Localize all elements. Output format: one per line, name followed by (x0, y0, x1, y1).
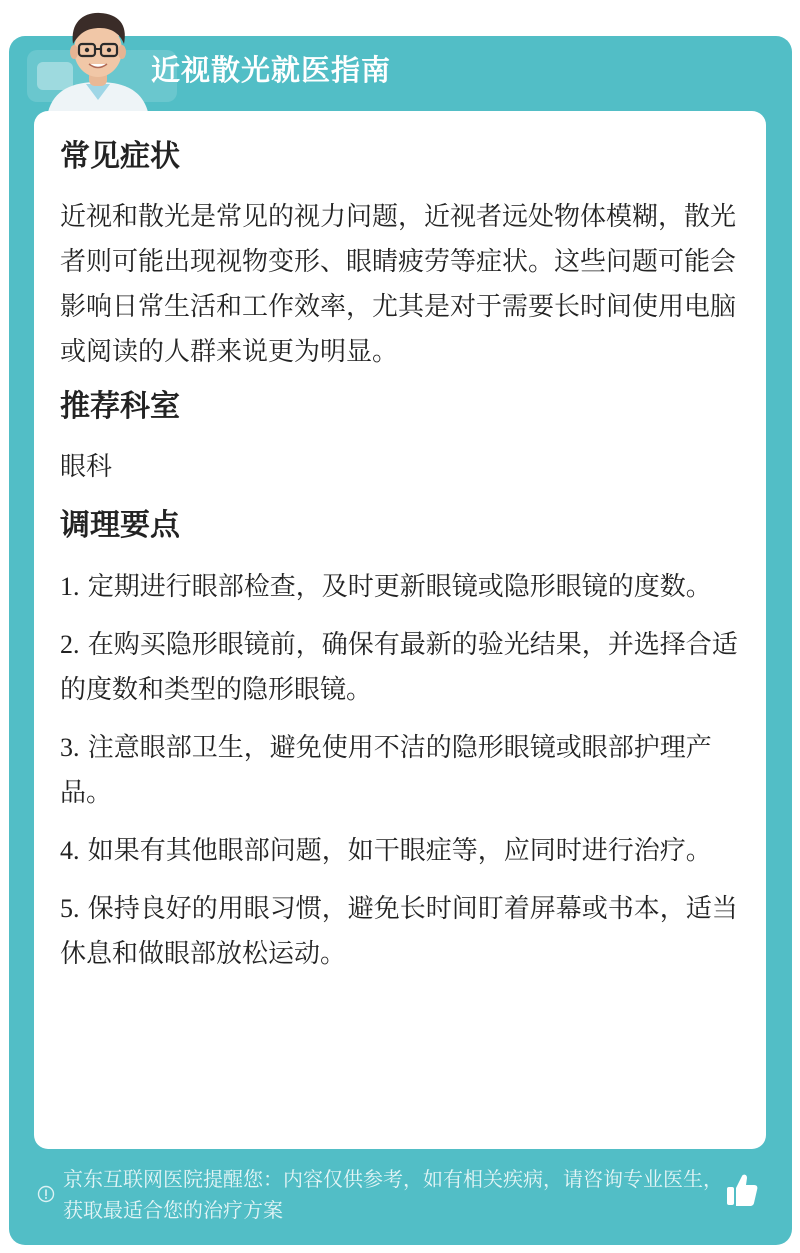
department-heading: 推荐科室 (60, 389, 180, 424)
care-item (60, 622, 740, 713)
care-item-text: 注意眼部卫生，避免使用不洁的隐形眼镜或眼部护理产品。 (60, 733, 712, 808)
care-heading: 调理要点 (60, 508, 180, 543)
symptoms-text: 近视和散光是常见的视力问题，近视者远处物体模糊，散光者则可能出现视物变形、眼睛疲劳等症状。这些问题可能会影响日常生活和工作效率，尤其是对于需要长时间使用电脑或阅读的人群来说更为明显。 (60, 202, 737, 367)
care-item-text: 定期进行眼部检查，及时更新眼镜或隐形眼镜的度数。 (87, 572, 712, 602)
thumbs-up-icon[interactable] (726, 1172, 758, 1208)
care-item-number: 3. (60, 733, 80, 762)
care-item (60, 725, 740, 816)
care-item (60, 564, 740, 610)
care-item-text: 如果有其他眼部问题，如干眼症等，应同时进行治疗。 (87, 836, 712, 866)
care-item (60, 828, 740, 874)
content-body (60, 135, 740, 989)
symptoms-heading: 常见症状 (60, 139, 180, 174)
care-item-number: 1. (60, 572, 80, 601)
info-icon (37, 1185, 55, 1203)
care-item (60, 886, 740, 977)
care-item-number: 4. (60, 836, 80, 865)
care-item-number: 5. (60, 894, 80, 923)
page-title: 近视散光就医指南 (151, 53, 392, 87)
disclaimer-text: 京东互联网医院提醒您：内容仅供参考，如有相关疾病，请咨询专业医生，获取最适合您的治疗方案 (63, 1167, 723, 1222)
department-text: 眼科 (60, 452, 113, 482)
care-item-text: 在购买隐形眼镜前，确保有最新的验光结果，并选择合适的度数和类型的隐形眼镜。 (60, 630, 738, 705)
content-card (34, 111, 766, 1149)
care-item-text: 保持良好的用眼习惯，避免长时间盯着屏幕或书本，适当休息和做眼部放松运动。 (60, 894, 738, 969)
doctor-avatar (40, 4, 156, 112)
care-item-number: 2. (60, 630, 80, 659)
